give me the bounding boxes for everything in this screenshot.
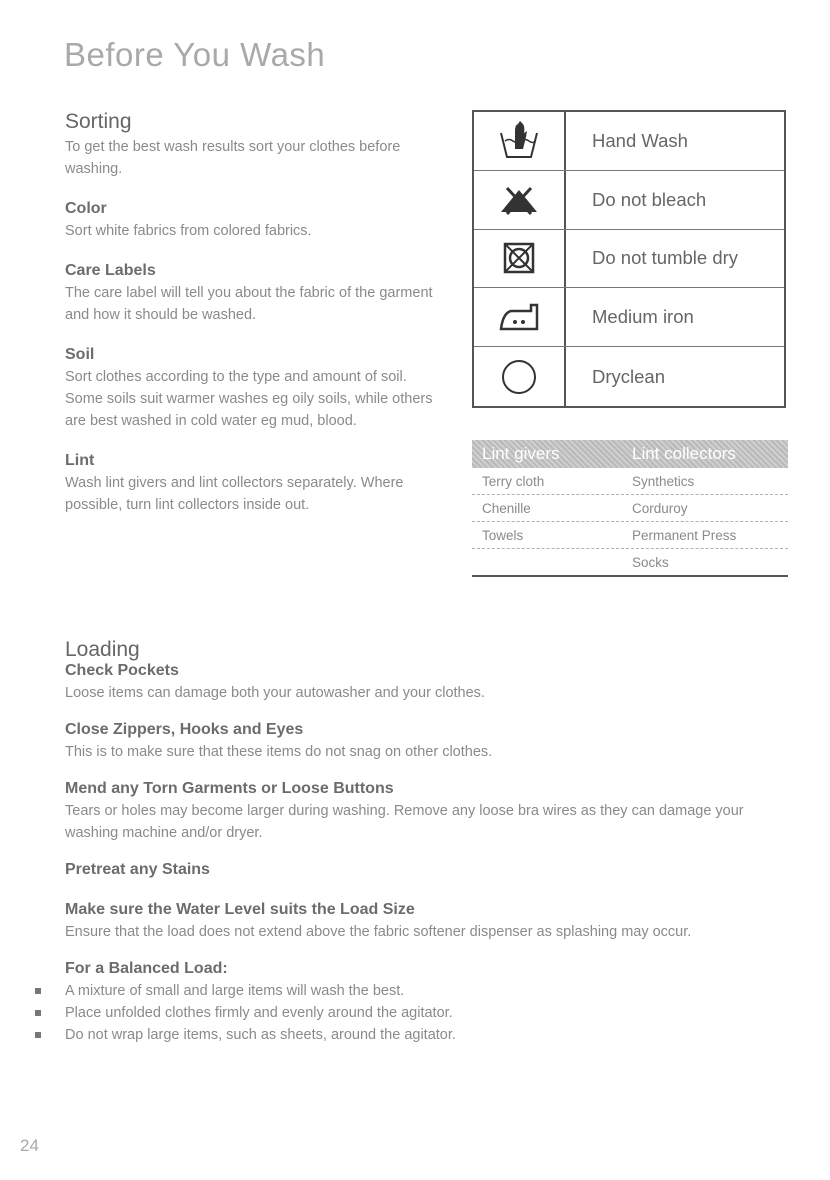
medium-iron-icon [474, 288, 566, 346]
care-labels-text: The care label will tell you about the fabric of the garment and how it should be washed. [65, 285, 433, 323]
care-row [474, 230, 784, 289]
table-cell: Synthetics [632, 473, 695, 489]
lint-heading: Lint [65, 452, 95, 469]
list-item-text: Do not wrap large items, such as sheets, around the agitator. [65, 1027, 456, 1043]
color-text: Sort white fabrics from colored fabrics. [65, 223, 312, 239]
lint-givers-header: Lint givers [482, 444, 560, 463]
care-label: Medium iron [592, 306, 694, 328]
dryclean-icon [474, 347, 566, 406]
care-label: Do not tumble dry [592, 247, 739, 269]
do-not-bleach-icon [474, 171, 566, 229]
lint-table [472, 440, 788, 577]
color-heading: Color [65, 200, 107, 217]
care-row [474, 288, 784, 347]
close-zippers-text: This is to make sure that these items do not snag on other clothes. [65, 744, 493, 760]
table-row [472, 468, 788, 495]
care-label: Hand Wash [592, 129, 688, 151]
list-item [65, 1002, 795, 1024]
square-bullet-icon [35, 1010, 41, 1016]
table-cell: Socks [632, 554, 669, 570]
water-level-text: Ensure that the load does not extend above the fabric softener dispenser as splashing may occur. [65, 924, 692, 940]
color-block [65, 200, 437, 242]
care-labels-heading: Care Labels [65, 262, 156, 279]
lint-text: Wash lint givers and lint collectors separately. Where possible, turn lint collectors inside out. [65, 475, 404, 513]
table-cell: Towels [482, 527, 524, 543]
care-label: Dryclean [592, 365, 665, 387]
sorting-title: Sorting [65, 110, 132, 133]
lint-table-header [472, 440, 788, 468]
table-cell: Permanent Press [632, 527, 737, 543]
care-row [474, 347, 784, 406]
table-row [472, 522, 788, 549]
table-row [472, 495, 788, 522]
table-row [472, 549, 788, 577]
balanced-load-block [65, 960, 795, 1046]
soil-heading: Soil [65, 346, 95, 363]
balanced-load-list [65, 980, 795, 1046]
list-item [65, 1024, 795, 1046]
list-item-text: A mixture of small and large items will wash the best. [65, 983, 405, 999]
sorting-section [65, 110, 437, 536]
table-cell: Chenille [482, 500, 531, 516]
check-pockets-text: Loose items can damage both your autowasher and your clothes. [65, 685, 485, 701]
water-level-heading: Make sure the Water Level suits the Load Size [65, 901, 415, 918]
loading-section [65, 638, 795, 1063]
care-row [474, 112, 784, 171]
care-labels-block [65, 262, 437, 326]
page-title: Before You Wash [64, 36, 326, 73]
care-row [474, 171, 784, 230]
water-level-block [65, 901, 795, 943]
table-cell: Terry cloth [482, 473, 545, 489]
soil-text: Sort clothes according to the type and amount of soil. Some soils suit warmer washes eg oily soils, while others are best washed in cold water eg mud, blood. [65, 369, 433, 429]
mend-garments-block [65, 780, 795, 844]
table-cell: Corduroy [632, 500, 688, 516]
close-zippers-block [65, 721, 795, 763]
sorting-intro: To get the best wash results sort your clothes before washing. [65, 139, 401, 177]
mend-garments-heading: Mend any Torn Garments or Loose Buttons [65, 780, 394, 797]
square-bullet-icon [35, 988, 41, 994]
mend-garments-text: Tears or holes may become larger during washing. Remove any loose bra wires as they can damage your washing machine and/or dryer. [65, 803, 744, 841]
check-pockets-heading: Check Pockets [65, 662, 179, 679]
list-item-text: Place unfolded clothes firmly and evenly around the agitator. [65, 1005, 453, 1021]
pretreat-heading: Pretreat any Stains [65, 861, 210, 878]
check-pockets-block [65, 662, 795, 704]
hand-wash-icon [474, 112, 566, 170]
pretreat-block [65, 861, 795, 879]
lint-block [65, 452, 437, 516]
page-number: 24 [20, 1136, 39, 1155]
list-item [65, 980, 795, 1002]
loading-title: Loading [65, 638, 140, 661]
care-symbols-table [472, 110, 786, 408]
lint-collectors-header: Lint collectors [632, 444, 736, 463]
care-label: Do not bleach [592, 188, 707, 210]
soil-block [65, 346, 437, 432]
square-bullet-icon [35, 1032, 41, 1038]
do-not-tumble-dry-icon [474, 230, 566, 288]
close-zippers-heading: Close Zippers, Hooks and Eyes [65, 721, 304, 738]
balanced-load-heading: For a Balanced Load: [65, 960, 228, 977]
